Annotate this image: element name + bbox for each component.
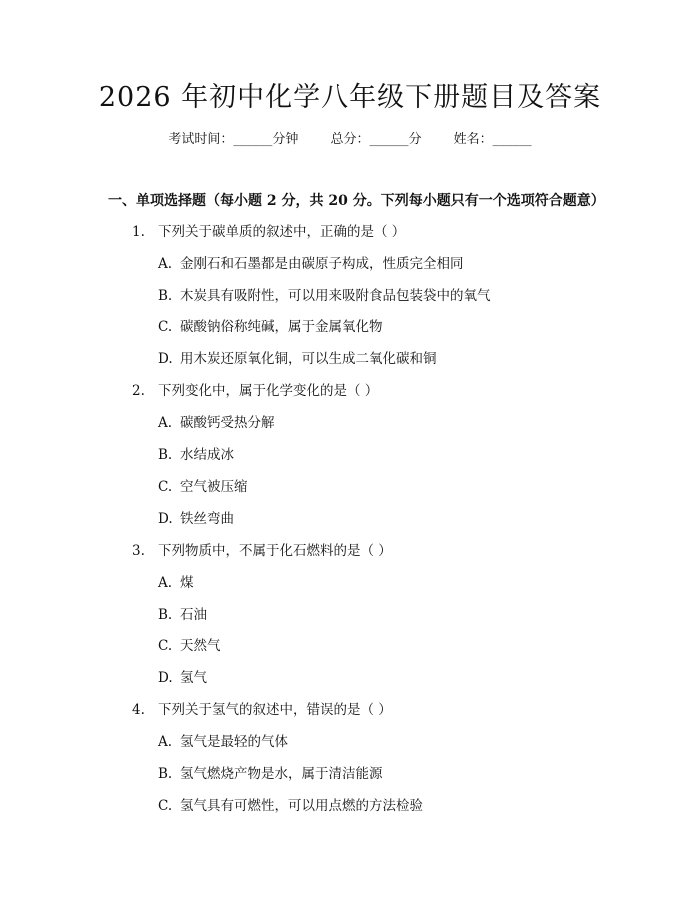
option-1c (158, 317, 383, 337)
option-letter: C. (158, 319, 173, 335)
option-2a (158, 413, 275, 433)
question-3 (132, 541, 392, 561)
option-text: 碳酸钙受热分解 (180, 415, 275, 431)
option-1d (158, 349, 437, 369)
question-2 (132, 381, 378, 401)
option-letter: B. (158, 766, 173, 782)
question-number: 2. (132, 383, 145, 399)
option-3a (158, 573, 194, 593)
option-text: 氢气是最轻的气体 (180, 734, 288, 750)
option-3d (158, 668, 207, 688)
question-1 (132, 222, 405, 242)
option-letter: C. (158, 798, 173, 814)
option-text: 金刚石和石墨都是由碳原子构成，性质完全相同 (180, 256, 464, 272)
option-letter: B. (158, 607, 173, 623)
option-text: 用木炭还原氧化铜，可以生成二氧化碳和铜 (180, 351, 437, 367)
question-number: 1. (132, 224, 145, 240)
option-letter: D. (158, 511, 173, 527)
question-text: 下列关于氢气的叙述中，错误的是（ ） (158, 702, 392, 718)
option-3b (158, 605, 207, 625)
option-letter: A. (158, 734, 173, 750)
option-text: 石油 (180, 607, 207, 623)
option-letter: C. (158, 638, 173, 654)
option-letter: A. (158, 415, 173, 431)
option-letter: D. (158, 670, 173, 686)
question-text: 下列变化中，属于化学变化的是（ ） (158, 383, 379, 399)
option-text: 天然气 (180, 638, 221, 654)
option-text: 氢气燃烧产物是水，属于清洁能源 (180, 766, 383, 782)
option-letter: C. (158, 479, 173, 495)
option-letter: A. (158, 575, 173, 591)
question-text: 下列物质中，不属于化石燃料的是（ ） (158, 543, 392, 559)
option-text: 木炭具有吸附性，可以用来吸附食品包装袋中的氧气 (180, 288, 491, 304)
exam-time-field: 考试时间：______分钟 (168, 132, 299, 147)
page-title: 2026 年初中化学八年级下册题目及答案 (98, 82, 602, 113)
option-2b (158, 445, 234, 465)
question-number: 4. (132, 702, 145, 718)
student-name-field: 姓名：______ (453, 132, 532, 147)
option-text: 铁丝弯曲 (180, 511, 234, 527)
question-4 (132, 700, 392, 720)
option-4b (158, 764, 383, 784)
option-text: 氢气具有可燃性，可以用点燃的方法检验 (180, 798, 423, 814)
option-letter: D. (158, 351, 173, 367)
option-3c (158, 636, 221, 656)
question-text: 下列关于碳单质的叙述中，正确的是（ ） (158, 224, 406, 240)
option-1a (158, 254, 464, 274)
option-4c (158, 796, 423, 816)
option-1b (158, 286, 491, 306)
option-4a (158, 732, 288, 752)
option-text: 煤 (180, 575, 194, 591)
option-text: 氢气 (180, 670, 207, 686)
option-text: 碳酸钠俗称纯碱，属于金属氧化物 (180, 319, 383, 335)
option-2d (158, 509, 234, 529)
option-letter: A. (158, 256, 173, 272)
option-2c (158, 477, 248, 497)
section-heading: 一、单项选择题（每小题 2 分，共 20 分。下列每小题只有一个选项符合题意） (108, 193, 605, 209)
total-score-field: 总分：______分 (330, 132, 422, 147)
option-letter: B. (158, 288, 173, 304)
option-text: 水结成冰 (180, 447, 234, 463)
option-letter: B. (158, 447, 173, 463)
exam-info-line (0, 130, 700, 150)
question-number: 3. (132, 543, 145, 559)
option-text: 空气被压缩 (180, 479, 248, 495)
